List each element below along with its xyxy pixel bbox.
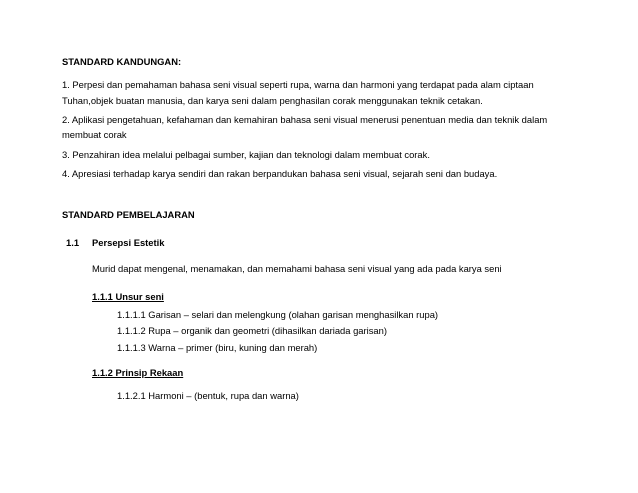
kandungan-item-1-line-1: 1. Perpesi dan pemahaman bahasa seni visual seperti rupa, warna dan harmoni yang terdapat pada alam ciptaan	[62, 79, 534, 90]
section-number: 1.1	[66, 237, 80, 248]
prinsip-rekaan-item-harmoni: 1.1.2.1 Harmoni – (bentuk, rupa dan warna)	[117, 390, 299, 401]
kandungan-heading: STANDARD KANDUNGAN:	[62, 56, 182, 67]
pembelajaran-heading: STANDARD PEMBELAJARAN	[62, 209, 195, 220]
section-title: Persepsi Estetik	[92, 237, 165, 248]
subsection-unsur-seni-title: 1.1.1 Unsur seni	[92, 291, 164, 302]
kandungan-item-2-line-2: membuat corak	[62, 129, 127, 140]
unsur-seni-item-warna: 1.1.1.3 Warna – primer (biru, kuning dan merah)	[117, 342, 318, 353]
unsur-seni-item-garisan: 1.1.1.1 Garisan – selari dan melengkung (olahan garisan menghasilkan rupa)	[117, 309, 439, 320]
section-intro: Murid dapat mengenal, menamakan, dan memahami bahasa seni visual yang ada pada karya seni	[92, 263, 502, 274]
unsur-seni-item-rupa: 1.1.1.2 Rupa – organik dan geometri (dihasilkan dariada garisan)	[117, 325, 387, 336]
kandungan-item-4: 4. Apresiasi terhadap karya sendiri dan rakan berpandukan bahasa seni visual, sejarah seni dan budaya.	[62, 168, 498, 179]
kandungan-item-1-line-2: Tuhan,objek buatan manusia, dan karya seni dalam penghasilan corak menggunakan teknik cetakan.	[62, 95, 483, 106]
kandungan-item-3: 3. Penzahiran idea melalui pelbagai sumber, kajian dan teknologi dalam membuat corak.	[62, 149, 430, 160]
kandungan-item-2-line-1: 2. Aplikasi pengetahuan, kefahaman dan kemahiran bahasa seni visual menerusi penentuan media dan teknik dalam	[62, 114, 548, 125]
subsection-prinsip-rekaan-title: 1.1.2 Prinsip Rekaan	[92, 367, 184, 378]
